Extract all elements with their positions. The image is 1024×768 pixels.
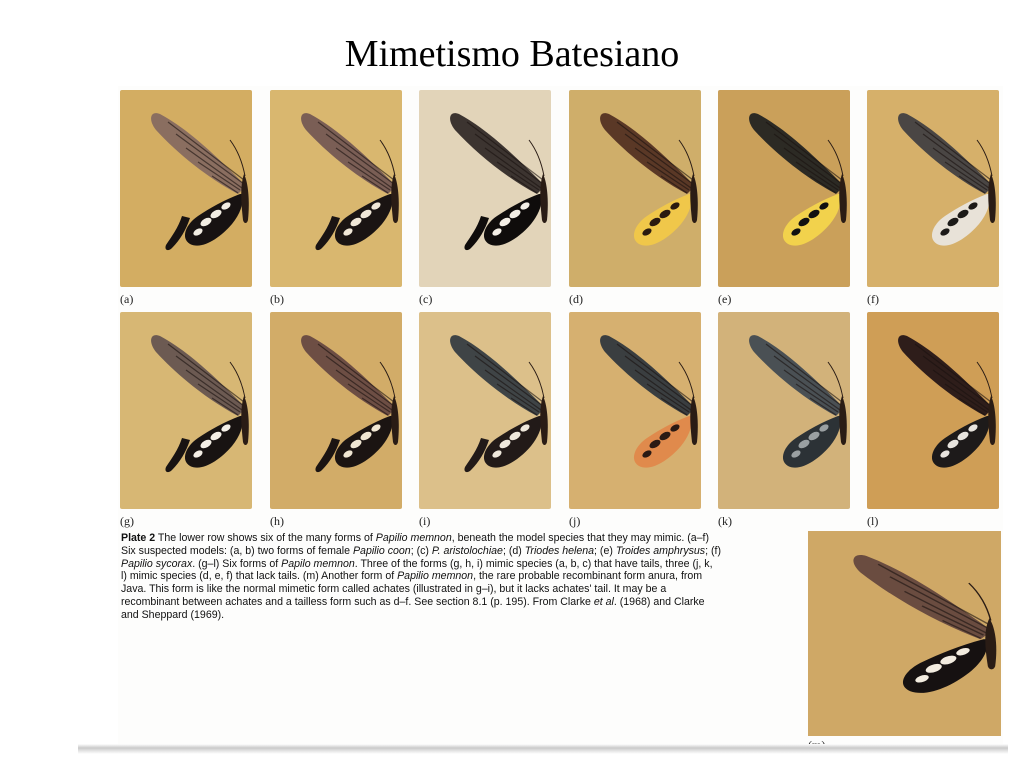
caption-text: ; (e) bbox=[594, 544, 616, 557]
caption-text: . (g–l) Six forms of bbox=[192, 557, 282, 570]
caption-species: Papilio sycorax bbox=[121, 557, 193, 570]
panel-label: (j) bbox=[569, 514, 581, 528]
scan-edge bbox=[78, 744, 1008, 754]
butterfly-photo bbox=[270, 90, 402, 287]
caption-text: ; (c) bbox=[410, 544, 432, 557]
panel-label: (g) bbox=[120, 514, 134, 528]
butterfly-photo bbox=[270, 312, 402, 509]
butterfly-photo bbox=[867, 90, 999, 287]
panel-label: (a) bbox=[120, 292, 134, 306]
caption-text: ; (f) bbox=[705, 544, 721, 557]
caption-species: Troides amphrysus bbox=[615, 544, 706, 557]
butterfly-photo bbox=[569, 312, 701, 509]
panel-label: (i) bbox=[419, 514, 431, 528]
butterfly-photo bbox=[120, 90, 252, 287]
caption-species: Triodes helena bbox=[524, 544, 595, 557]
butterfly-photo bbox=[569, 90, 701, 287]
panel-label: (b) bbox=[270, 292, 284, 306]
panel-label: (e) bbox=[718, 292, 732, 306]
butterfly-photo bbox=[120, 312, 252, 509]
caption-species: Papilio memnon bbox=[375, 532, 452, 544]
plate-figure bbox=[118, 86, 1003, 746]
caption-text: The lower row shows six of the many forms of bbox=[155, 532, 376, 544]
caption-text: . (1968) and Clarke and Sheppard (1969). bbox=[121, 595, 705, 621]
caption-species: et al bbox=[593, 595, 614, 608]
caption-species: Papilio coon bbox=[352, 544, 411, 557]
plate-caption bbox=[121, 532, 721, 622]
butterfly-photo bbox=[718, 90, 850, 287]
panel-label: (c) bbox=[419, 292, 433, 306]
caption-species: Papilio memnon bbox=[397, 570, 474, 583]
panel-label: (d) bbox=[569, 292, 583, 306]
butterfly-photo bbox=[718, 312, 850, 509]
butterfly-photo bbox=[419, 90, 551, 287]
caption-species: P. aristolochiae bbox=[431, 544, 503, 557]
caption-text: , the rare probable recombinant form anura, from Java. This form is like the normal mimetic form called achates (illustrated in g–i), but it lacks achates' tail. It may be a recombinant between achates and a tailless form such as d–f. See section 8.1 (p. 195). From Clarke bbox=[121, 570, 703, 608]
caption-species: Papilo memnon bbox=[281, 557, 355, 570]
panel-label: (h) bbox=[270, 514, 284, 528]
panel-label: (f) bbox=[867, 292, 879, 306]
butterfly-photo bbox=[419, 312, 551, 509]
butterfly-photo bbox=[867, 312, 999, 509]
panel-label: (k) bbox=[718, 514, 732, 528]
butterfly-photo-m bbox=[808, 531, 1001, 736]
caption-text: . Three of the forms (g, h, i) mimic species (a, b, c) that have tails, three (j, k, l) mimic species (d, e, f) that lack tails. (m) Another form of bbox=[121, 557, 713, 583]
caption-text: ; (d) bbox=[502, 544, 525, 557]
caption-plate-label: Plate 2 bbox=[121, 532, 156, 544]
panel-label: (l) bbox=[867, 514, 879, 528]
slide-title: Mimetismo Batesiano bbox=[344, 33, 680, 75]
caption-text: , beneath the model species that they may mimic. (a–f) Six suspected models: (a, b) two forms of female bbox=[121, 532, 710, 557]
